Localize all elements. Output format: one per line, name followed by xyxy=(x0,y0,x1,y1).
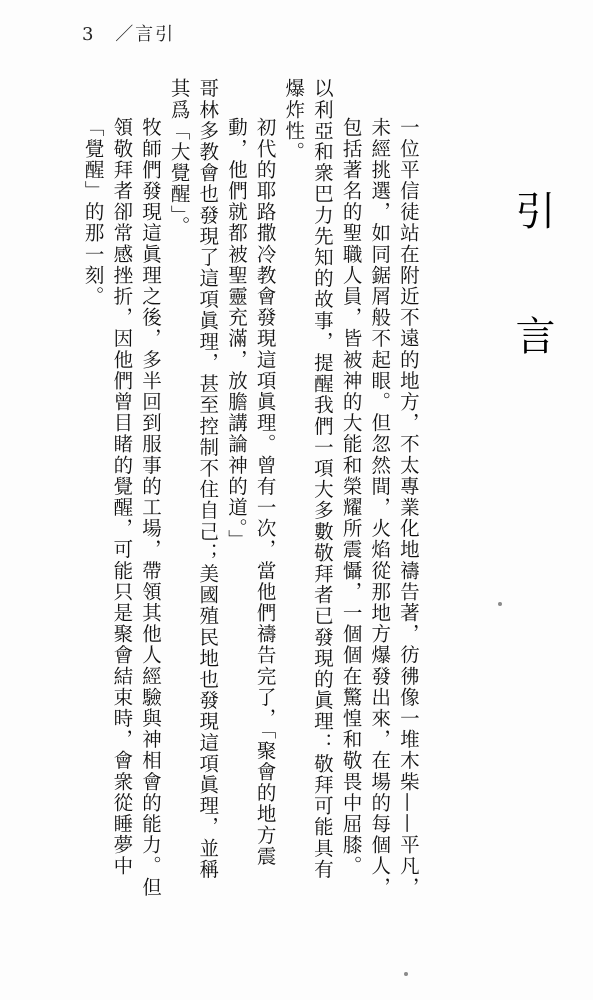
paragraph-4: 哥林多教會也發現了這項眞理，甚至控制不住自己；美國殖民地也發現這項眞理，並稱其爲「大覺醒」。 xyxy=(167,78,220,880)
chapter-title xyxy=(509,190,555,355)
paragraph-1: 一位平信徒站在附近不遠的地方，不太專業化地禱告著，彷彿像一堆木柴——平凡，未經挑選，如同鋸屑般不起眼。但忽然間，火焰從那地方爆發出來，在場的每個人，包括著名的聖職人員，皆被神的大能和榮耀所震懾，一個個在驚惶和敬畏中屈膝。 xyxy=(339,117,420,898)
scan-speck xyxy=(498,602,502,606)
scan-speck xyxy=(404,972,408,976)
body-text xyxy=(78,78,422,898)
running-header xyxy=(82,20,175,46)
chapter-title-char-1: 引 xyxy=(509,190,555,230)
chapter-title-char-2: 言 xyxy=(509,314,555,355)
paragraph-3: 初代的耶路撒冷教會發現這項眞理。曾有一次，當他們禱告完了，「聚會的地方震動，他們就都被聖靈充滿，放膽講論神的道。」 xyxy=(224,117,277,867)
paragraph-2: 以利亞和衆巴力先知的故事，提醒我們一項大多數敬拜者已發現的眞理：敬拜可能具有爆炸性。 xyxy=(282,78,334,880)
paragraph-5: 牧師們發現這眞理之後，多半回到服事的工場，帶領其他人經驗與神相會的能力。但領敬拜者卻常感挫折，因他們曾目睹的覺醒，可能只是聚會結束時，會衆從睡夢中「覺醒」的那一刻。 xyxy=(81,117,162,898)
running-title: ／言引 xyxy=(115,24,176,45)
page-number: 3 xyxy=(82,24,96,45)
